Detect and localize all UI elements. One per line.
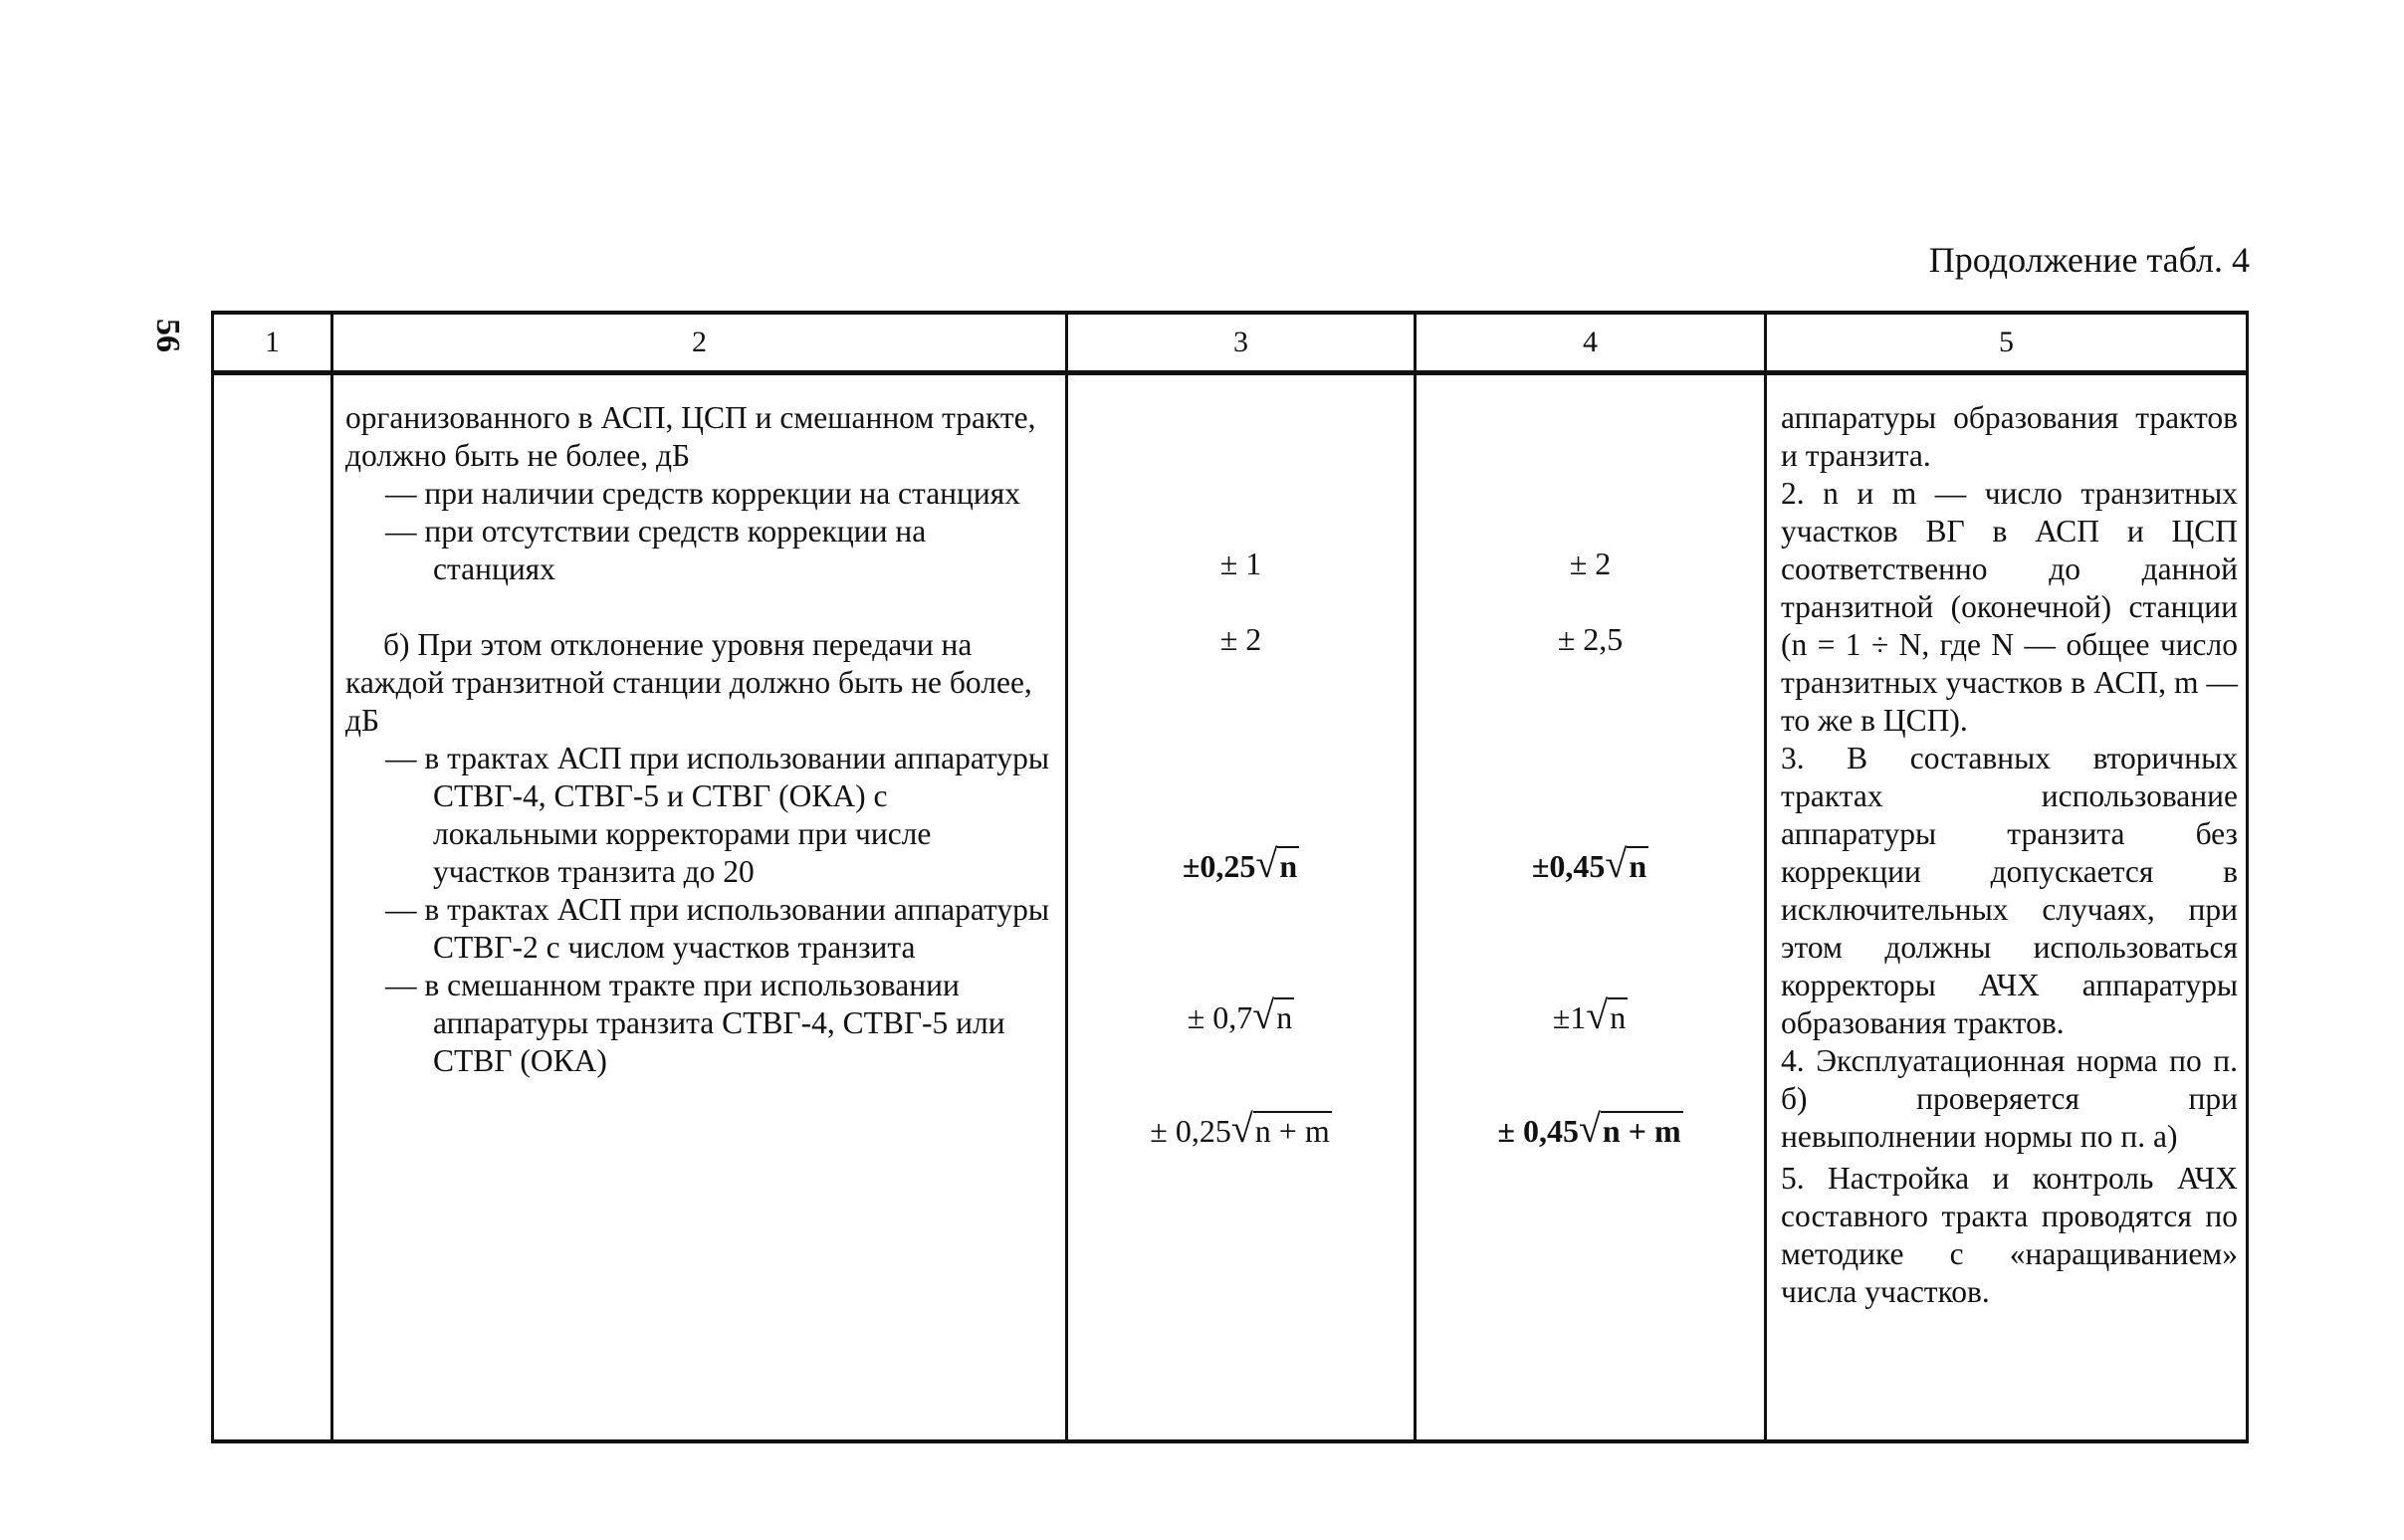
col4-value-4-arg: n: [1610, 999, 1627, 1035]
cell-col-1: [213, 373, 332, 1442]
item-b-3: — в смешанном тракте при использовании аппаратуры транзита СТВГ-4, СТВГ-5 или СТВГ (ОКА): [385, 968, 1005, 1078]
radical-sign: √: [1255, 841, 1278, 886]
note-2: 2. n и m — число транзитных участков ВГ в АСП и ЦСП соответственно до данной транзитной (оконечной) станции (n = 1 ÷ N, где N — общее число транзитных участков в АСП, m — то же в ЦСП).: [1781, 476, 2238, 738]
col3-value-4-arg: n: [1276, 999, 1293, 1035]
col3-value-4-prefix: ± 0,7: [1187, 999, 1253, 1035]
col4-value-5-arg: n + m: [1602, 1113, 1681, 1149]
col4-value-5-prefix: ± 0,45: [1497, 1113, 1579, 1149]
radical-sign: √: [1252, 992, 1275, 1037]
radical-sign: √: [1578, 1106, 1601, 1151]
col4-value-3-prefix: ±0,45: [1531, 848, 1606, 884]
header-col-4: 4: [1416, 313, 1766, 373]
col3-value-3: [1068, 841, 1414, 886]
col4-value-5: [1417, 1106, 1764, 1151]
norms-table: [211, 311, 2249, 1443]
col4-value-4: [1417, 992, 1764, 1037]
col3-value-5: [1068, 1106, 1414, 1151]
col4-value-3: [1417, 841, 1764, 886]
header-col-5: 5: [1766, 313, 2248, 373]
item-b-2: — в трактах АСП при использовании аппаратуры СТВГ-2 с числом участков транзита: [385, 892, 1050, 965]
col3-value-5-arg: n + m: [1254, 1113, 1330, 1149]
table-row: [213, 373, 2248, 1442]
note-1-continued: аппаратуры образования трактов и транзита.: [1781, 400, 2238, 473]
col3-value-3-prefix: ±0,25: [1182, 848, 1256, 884]
note-5: 5. Настройка и контроль АЧХ составного тракта проводятся по методике с «наращиванием» числа участков.: [1781, 1161, 2238, 1309]
col4-value-3-arg: n: [1629, 848, 1647, 884]
cell-col-3: [1067, 373, 1416, 1442]
cell-col-5: [1766, 373, 2248, 1442]
header-col-3: 3: [1067, 313, 1416, 373]
header-row: [213, 313, 2248, 373]
col4-value-4-prefix: ±1: [1552, 999, 1587, 1035]
col3-value-3-arg: n: [1279, 848, 1298, 884]
cell-col-4: [1416, 373, 1766, 1442]
radical-sign: √: [1230, 1106, 1253, 1151]
header-col-1: 1: [213, 313, 332, 373]
col4-value-1: ± 2: [1569, 546, 1612, 581]
table-caption: Продолжение табл. 4: [1928, 240, 2250, 280]
header-col-2: 2: [332, 313, 1067, 373]
col4-value-2: ± 2,5: [1557, 621, 1624, 657]
note-4: 4. Эксплуатационная норма по п. б) проверяется при невыполнении нормы по п. а): [1781, 1043, 2238, 1154]
intro-text: организованного в АСП, ЦСП и смешанном тракте, должно быть не более, дБ: [345, 400, 1036, 473]
radical-sign: √: [1586, 992, 1609, 1037]
item-b-1: — в трактах АСП при использовании аппаратуры СТВГ-4, СТВГ-5 и СТВГ (ОКА) с локальными корректорами при числе участков транзита до 20: [385, 741, 1050, 889]
col3-value-5-prefix: ± 0,25: [1150, 1113, 1231, 1149]
col3-value-4: [1068, 992, 1414, 1037]
col3-value-1: ± 1: [1219, 546, 1262, 581]
col3-value-2: ± 2: [1219, 621, 1262, 657]
item-a-2: — при отсутствии средств коррекции на станциях: [385, 514, 927, 586]
paragraph-b: б) При этом отклонение уровня передачи на каждой транзитной станции должно быть не более, дБ: [345, 627, 1032, 738]
radical-sign: √: [1605, 841, 1628, 886]
note-3: 3. В составных вторичных трактах использование аппаратуры транзита без коррекции допускается в исключительных случаях, при этом должны использоваться корректоры АЧХ аппаратуры образования трактов.: [1781, 741, 2238, 1040]
page-number: 56: [149, 319, 186, 352]
cell-col-2: [332, 373, 1067, 1442]
item-a-1: — при наличии средств коррекции на станциях: [385, 476, 1020, 511]
